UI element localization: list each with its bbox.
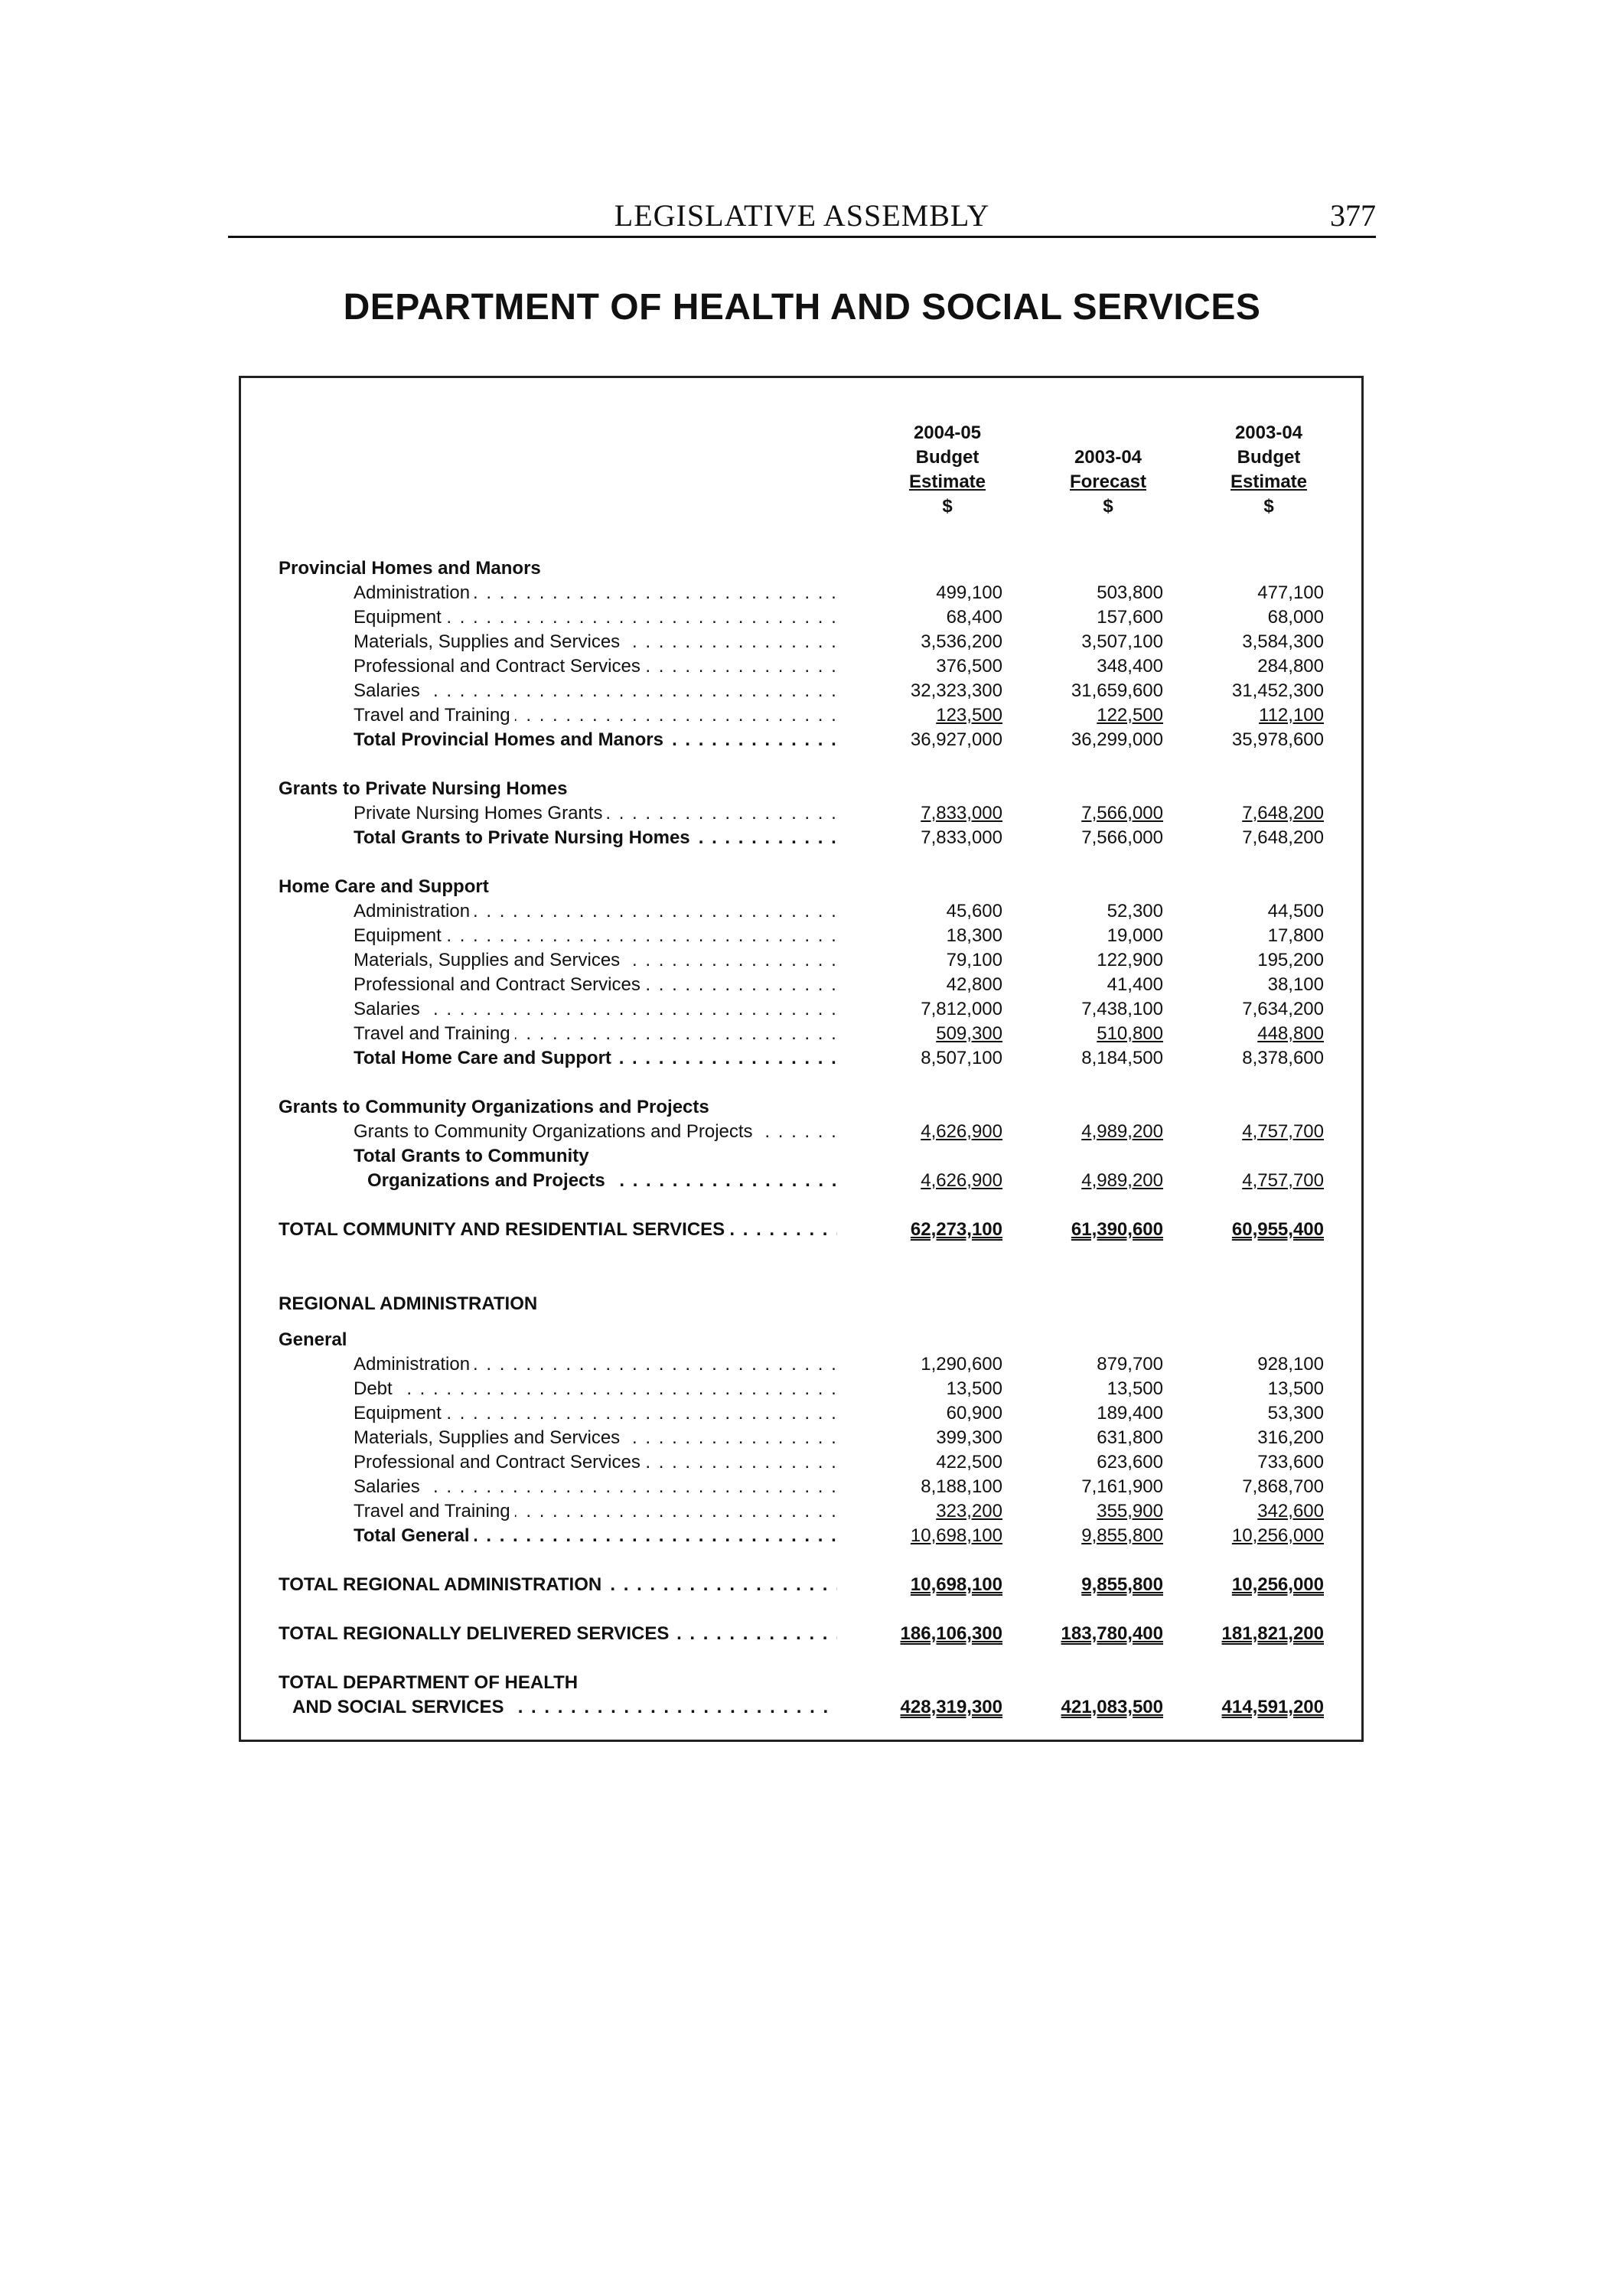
row-label: Grants to Community Organizations and Projects . . .	[354, 1120, 837, 1144]
row-value: 284,800	[1257, 656, 1324, 677]
row-value: 44,500	[1267, 901, 1324, 921]
row-value: 31,452,300	[1231, 680, 1324, 701]
table-row	[0, 1695, 1607, 1720]
table-row	[0, 605, 1607, 630]
row-label: Equipment . . .	[354, 1401, 837, 1426]
table-row	[0, 1095, 1607, 1120]
row-value: 510,800	[1097, 1023, 1163, 1044]
row-value: 733,600	[1257, 1452, 1324, 1473]
row-value: 19,000	[1107, 925, 1163, 946]
row-value: 157,600	[1097, 607, 1163, 628]
row-value: 52,300	[1107, 901, 1163, 921]
table-row	[0, 1169, 1607, 1193]
column-header-line: 2004-05	[913, 422, 982, 443]
table-row	[0, 679, 1607, 703]
row-value: 879,700	[1097, 1354, 1163, 1375]
row-label: TOTAL COMMUNITY AND RESIDENTIAL SERVICES . . .	[279, 1218, 837, 1242]
row-label: Total Grants to Private Nursing Homes . . .	[354, 826, 837, 850]
row-value: 10,256,000	[1231, 1525, 1324, 1546]
running-title: LEGISLATIVE ASSEMBLY	[614, 198, 990, 233]
table-row	[0, 973, 1607, 997]
column-header-line: Estimate	[1230, 471, 1308, 492]
row-value: 7,648,200	[1242, 803, 1324, 823]
row-value: 348,400	[1097, 656, 1163, 677]
table-row	[0, 948, 1607, 973]
column-header-unit: $	[1103, 496, 1113, 517]
table-row	[0, 801, 1607, 826]
row-value: 4,757,700	[1242, 1170, 1324, 1191]
table-row	[0, 1671, 1607, 1695]
row-value: 623,600	[1097, 1452, 1163, 1473]
row-value: 45,600	[946, 901, 1002, 921]
row-value: 422,500	[936, 1452, 1002, 1473]
row-label: Administration . . .	[354, 581, 837, 605]
row-value: 32,323,300	[910, 680, 1002, 701]
row-label: Travel and Training . . .	[354, 1499, 837, 1524]
row-value: 31,659,600	[1071, 680, 1163, 701]
row-value: 10,698,100	[910, 1525, 1002, 1546]
row-value: 323,200	[936, 1501, 1002, 1521]
row-value: 7,566,000	[1081, 803, 1163, 823]
row-value: 36,299,000	[1071, 729, 1163, 750]
table-row	[0, 703, 1607, 728]
row-value: 9,855,800	[1081, 1574, 1163, 1595]
row-value: 414,591,200	[1221, 1697, 1324, 1717]
row-label: Administration . . .	[354, 899, 837, 924]
row-value: 928,100	[1257, 1354, 1324, 1375]
row-value: 499,100	[936, 582, 1002, 603]
row-label: Professional and Contract Services . . .	[354, 1450, 837, 1475]
row-label: REGIONAL ADMINISTRATION	[279, 1293, 538, 1314]
row-label: TOTAL REGIONAL ADMINISTRATION . . .	[279, 1573, 837, 1597]
row-label: Professional and Contract Services . . .	[354, 973, 837, 997]
row-label: Provincial Homes and Manors	[279, 558, 541, 579]
row-value: 79,100	[946, 950, 1002, 970]
row-label: Equipment . . .	[354, 924, 837, 948]
row-value: 509,300	[936, 1023, 1002, 1044]
column-header-2003-04-forecast	[1043, 421, 1173, 519]
row-value: 62,273,100	[910, 1219, 1002, 1240]
row-value: 13,500	[1107, 1378, 1163, 1399]
row-label: Private Nursing Homes Grants . . .	[354, 801, 837, 826]
row-value: 3,536,200	[921, 631, 1002, 652]
column-header-2004-05-estimate	[882, 421, 1012, 519]
table-row	[0, 1144, 1607, 1169]
table-row	[0, 826, 1607, 850]
row-value: 8,188,100	[921, 1476, 1002, 1497]
row-value: 376,500	[936, 656, 1002, 677]
row-label: Travel and Training . . .	[354, 1022, 837, 1046]
row-value: 10,256,000	[1231, 1574, 1324, 1595]
row-label: Debt . . .	[354, 1377, 837, 1401]
table-row	[0, 924, 1607, 948]
table-row	[0, 1292, 1607, 1316]
row-value: 477,100	[1257, 582, 1324, 603]
row-value: 38,100	[1267, 974, 1324, 995]
table-row	[0, 1499, 1607, 1524]
table-row	[0, 1401, 1607, 1426]
column-header-line: Budget	[915, 447, 980, 468]
table-row	[0, 581, 1607, 605]
row-label: Materials, Supplies and Services . . .	[354, 948, 837, 973]
table-row	[0, 1046, 1607, 1071]
column-header-2003-04-estimate	[1204, 421, 1334, 519]
table-row	[0, 997, 1607, 1022]
row-value: 68,400	[946, 607, 1002, 628]
row-label: Total General . . .	[354, 1524, 837, 1548]
column-header-line: Budget	[1237, 447, 1301, 468]
row-value: 13,500	[1267, 1378, 1324, 1399]
row-label: Organizations and Projects . . .	[367, 1169, 837, 1193]
table-row	[0, 777, 1607, 801]
row-value: 7,648,200	[1242, 827, 1324, 848]
row-value: 342,600	[1257, 1501, 1324, 1521]
row-value: 112,100	[1259, 705, 1324, 726]
row-value: 8,507,100	[921, 1048, 1002, 1068]
table-row	[0, 1022, 1607, 1046]
table-row	[0, 899, 1607, 924]
table-row	[0, 556, 1607, 581]
row-value: 60,955,400	[1231, 1219, 1324, 1240]
table-row	[0, 1573, 1607, 1597]
row-value: 7,438,100	[1081, 999, 1163, 1019]
row-value: 17,800	[1267, 925, 1324, 946]
row-label: Salaries . . .	[354, 679, 837, 703]
row-value: 186,106,300	[900, 1623, 1002, 1644]
table-row	[0, 630, 1607, 654]
row-value: 35,978,600	[1231, 729, 1324, 750]
row-value: 41,400	[1107, 974, 1163, 995]
table-row	[0, 1352, 1607, 1377]
row-value: 122,500	[1097, 705, 1163, 726]
table-row	[0, 1524, 1607, 1548]
column-header-unit: $	[942, 496, 953, 517]
row-value: 36,927,000	[910, 729, 1002, 750]
table-row	[0, 654, 1607, 679]
row-value: 122,900	[1097, 950, 1163, 970]
row-value: 7,833,000	[921, 827, 1002, 848]
table-row	[0, 875, 1607, 899]
table-row	[0, 1328, 1607, 1352]
row-value: 8,184,500	[1081, 1048, 1163, 1068]
table-row	[0, 1377, 1607, 1401]
row-value: 189,400	[1097, 1403, 1163, 1424]
table-row	[0, 1622, 1607, 1646]
row-value: 123,500	[936, 705, 1002, 726]
row-label: Grants to Private Nursing Homes	[279, 778, 568, 799]
row-value: 448,800	[1257, 1023, 1324, 1044]
row-value: 53,300	[1267, 1403, 1324, 1424]
row-label: Salaries . . .	[354, 997, 837, 1022]
row-value: 7,634,200	[1242, 999, 1324, 1019]
page-number: 377	[1330, 198, 1376, 233]
column-header-line: Forecast	[1069, 471, 1147, 492]
column-header-line: Estimate	[908, 471, 986, 492]
column-header-line: 2003-04	[1234, 422, 1303, 443]
column-header-line	[1043, 421, 1173, 445]
row-label: AND SOCIAL SERVICES . . .	[292, 1695, 837, 1720]
row-value: 42,800	[946, 974, 1002, 995]
row-value: 4,626,900	[921, 1121, 1002, 1142]
row-label: General	[279, 1329, 347, 1350]
row-value: 7,566,000	[1081, 827, 1163, 848]
row-value: 8,378,600	[1242, 1048, 1324, 1068]
table-row	[0, 1120, 1607, 1144]
column-header-unit: $	[1263, 496, 1274, 517]
row-value: 7,868,700	[1242, 1476, 1324, 1497]
row-value: 3,584,300	[1242, 631, 1324, 652]
row-label: Total Grants to Community	[354, 1146, 589, 1166]
row-value: 9,855,800	[1081, 1525, 1163, 1546]
row-label: Salaries . . .	[354, 1475, 837, 1499]
table-row	[0, 1475, 1607, 1499]
table-row	[0, 1426, 1607, 1450]
row-label: Equipment . . .	[354, 605, 837, 630]
row-value: 1,290,600	[921, 1354, 1002, 1375]
row-value: 3,507,100	[1081, 631, 1163, 652]
row-value: 399,300	[936, 1427, 1002, 1448]
row-value: 503,800	[1097, 582, 1163, 603]
row-value: 4,989,200	[1081, 1121, 1163, 1142]
row-value: 13,500	[946, 1378, 1002, 1399]
row-value: 428,319,300	[900, 1697, 1002, 1717]
table-row	[0, 728, 1607, 752]
row-label: Materials, Supplies and Services . . .	[354, 630, 837, 654]
row-label: Grants to Community Organizations and Projects	[279, 1097, 709, 1117]
row-value: 355,900	[1097, 1501, 1163, 1521]
row-value: 7,812,000	[921, 999, 1002, 1019]
row-value: 10,698,100	[910, 1574, 1002, 1595]
row-label: Total Home Care and Support . . .	[354, 1046, 837, 1071]
row-value: 4,989,200	[1081, 1170, 1163, 1191]
table-row	[0, 1218, 1607, 1242]
row-value: 7,833,000	[921, 803, 1002, 823]
row-label: Total Provincial Homes and Manors . . .	[354, 728, 837, 752]
department-title: DEPARTMENT OF HEALTH AND SOCIAL SERVICES	[343, 287, 1261, 328]
row-value: 195,200	[1257, 950, 1324, 970]
row-value: 421,083,500	[1061, 1697, 1163, 1717]
row-label: Materials, Supplies and Services . . .	[354, 1426, 837, 1450]
row-value: 60,900	[946, 1403, 1002, 1424]
column-header-line: 2003-04	[1074, 447, 1143, 468]
row-value: 61,390,600	[1071, 1219, 1163, 1240]
row-value: 18,300	[946, 925, 1002, 946]
row-label: TOTAL REGIONALLY DELIVERED SERVICES . . .	[279, 1622, 837, 1646]
row-value: 316,200	[1257, 1427, 1324, 1448]
row-label: Home Care and Support	[279, 876, 489, 897]
row-value: 68,000	[1267, 607, 1324, 628]
row-value: 4,626,900	[921, 1170, 1002, 1191]
row-label: Travel and Training . . .	[354, 703, 837, 728]
row-value: 7,161,900	[1081, 1476, 1163, 1497]
running-head	[228, 196, 1376, 238]
row-label: TOTAL DEPARTMENT OF HEALTH	[279, 1672, 579, 1693]
row-value: 181,821,200	[1221, 1623, 1324, 1644]
row-value: 631,800	[1097, 1427, 1163, 1448]
table-row	[0, 1450, 1607, 1475]
row-label: Professional and Contract Services . . .	[354, 654, 837, 679]
row-label: Administration . . .	[354, 1352, 837, 1377]
row-value: 4,757,700	[1242, 1121, 1324, 1142]
row-value: 183,780,400	[1061, 1623, 1163, 1644]
